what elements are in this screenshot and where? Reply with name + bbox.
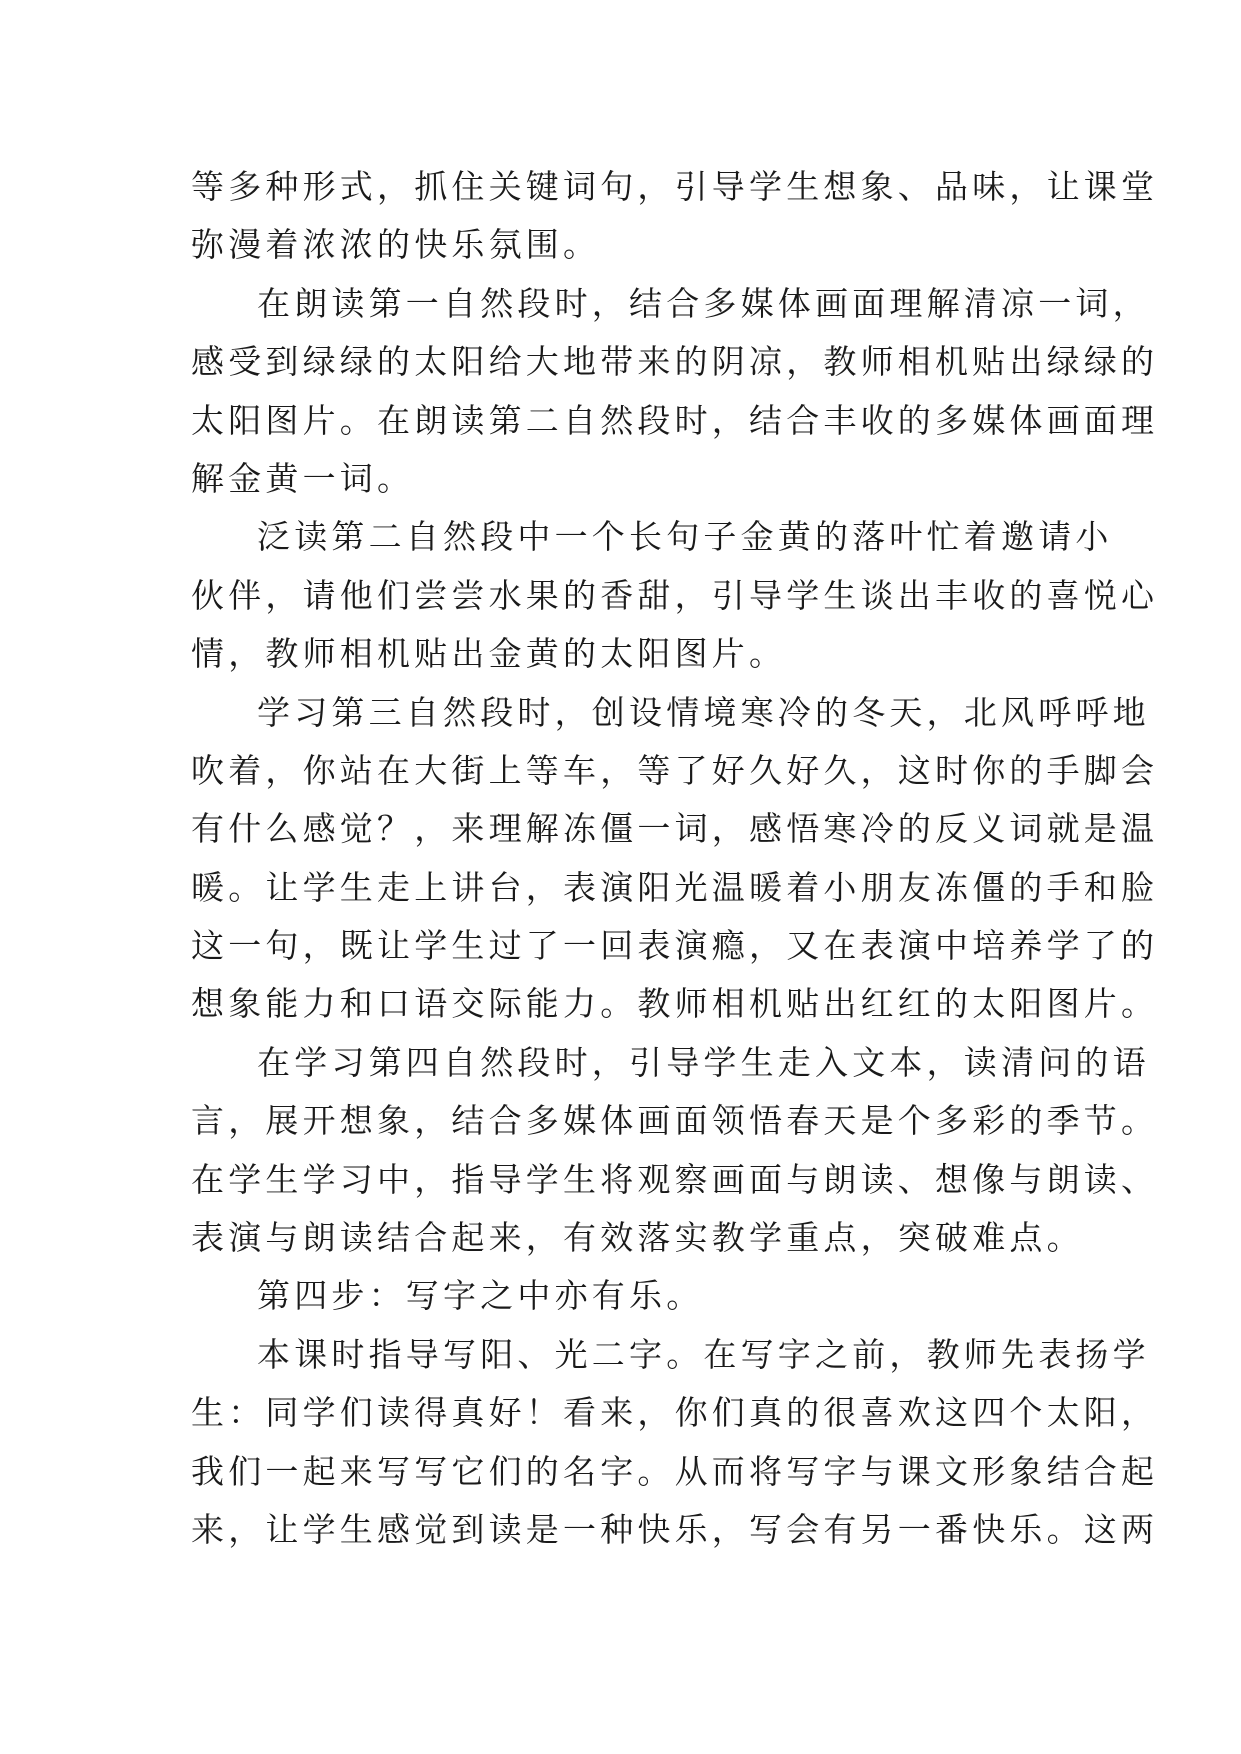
document-body [191,158,1159,1559]
text-line: 言，展开想象，结合多媒体画面领悟春天是个多彩的季节。 [191,1101,1159,1141]
text-line: 太阳图片。在朗读第二自然段时，结合丰收的多媒体画面理 [191,400,1159,440]
text-line: 生：同学们读得真好！看来，你们真的很喜欢这四个太阳， [191,1393,1159,1433]
paragraph-start-line: 泛读第二自然段中一个长句子金黄的落叶忙着邀请小 [257,517,1113,557]
paragraph-start-line: 在朗读第一自然段时，结合多媒体画面理解清凉一词， [257,283,1150,323]
text-line: 想象能力和口语交际能力。教师相机贴出红红的太阳图片。 [191,984,1159,1024]
text-line: 有什么感觉？，来理解冻僵一词，感悟寒冷的反义词就是温 [191,809,1159,849]
text-line: 情，教师相机贴出金黄的太阳图片。 [191,634,787,674]
text-line: 解金黄一词。 [191,458,415,498]
paragraph-start-line: 在学习第四自然段时，引导学生走入文本，读清问的语 [257,1042,1150,1082]
text-line: 来，让学生感觉到读是一种快乐，写会有另一番快乐。这两 [191,1509,1159,1549]
text-line: 在学生学习中，指导学生将观察画面与朗读、想像与朗读、 [191,1159,1159,1199]
step-heading-line: 第四步：写字之中亦有乐。 [257,1276,704,1316]
text-line: 暖。让学生走上讲台，表演阳光温暖着小朋友冻僵的手和脸 [191,867,1159,907]
text-line: 等多种形式，抓住关键词句，引导学生想象、品味，让课堂 [191,167,1159,206]
text-line: 吹着，你站在大街上等车，等了好久好久，这时你的手脚会 [191,750,1159,790]
paragraph-start-line: 学习第三自然段时，创设情境寒冷的冬天，北风呼呼地 [257,692,1150,732]
text-line: 表演与朗读结合起来，有效落实教学重点，突破难点。 [191,1218,1084,1258]
text-line: 伙伴，请他们尝尝水果的香甜，引导学生谈出丰收的喜悦心 [191,575,1159,615]
text-line: 感受到绿绿的太阳给大地带来的阴凉，教师相机贴出绿绿的 [191,342,1159,382]
paragraph-start-line: 本课时指导写阳、光二字。在写字之前，教师先表扬学 [257,1334,1150,1374]
text-line: 我们一起来写写它们的名字。从而将写字与课文形象结合起 [191,1451,1159,1491]
text-line: 弥漫着浓浓的快乐氛围。 [191,225,601,265]
text-line: 这一句，既让学生过了一回表演瘾，又在表演中培养学了的 [191,926,1159,966]
